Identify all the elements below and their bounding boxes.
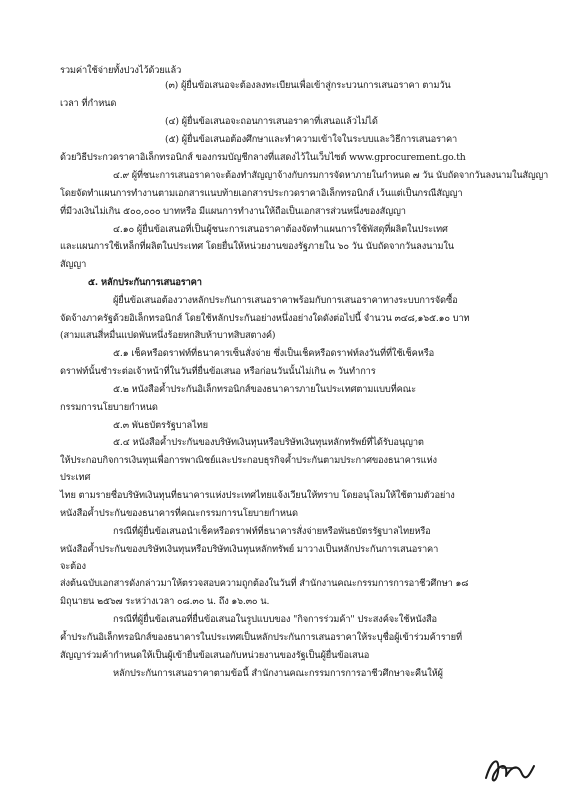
text-line: ๕.๔ หนังสือค้ำประกันของบริษัทเงินทุนหรือบริษัทเงินทุนหลักทรัพย์ที่ได้รับอนุญาต	[113, 437, 424, 448]
text-line: มิถุนายน ๒๕๖๗ ระหว่างเวลา ๐๘.๓๐ น. ถึง ๑๖.๓๐ น.	[60, 596, 270, 607]
text-line: รวมค่าใช้จ่ายทั้งปวงไว้ด้วยแล้ว	[60, 65, 182, 76]
text-line: และแผนการใช้เหล็กที่ผลิตในประเทศ โดยยื่นให้หน่วยงานของรัฐภายใน ๖๐ วัน นับถัดจากวันลงนามใน	[60, 241, 454, 252]
text-line: (สามแสนสี่หมื่นแปดพันหนึ่งร้อยหกสิบห้าบาทสิบสตางค์)	[60, 330, 276, 341]
text-line: ที่มีวงเงินไม่เกิน ๕๐๐,๐๐๐ บาทหรือ มีแผนการทำงานให้ถือเป็นเอกสารส่วนหนึ่งของสัญญา	[60, 206, 406, 217]
text-line: ประเทศ	[60, 472, 91, 483]
text-line: ๔.๑๐ ผู้ยื่นข้อเสนอที่เป็นผู้ชนะการเสนอราคาต้องจัดทำแผนการใช้พัสดุที่ผลิตในประเทศ	[113, 224, 448, 235]
text-line: สัญญาร่วมค้ากำหนดให้เป็นผู้เข้ายื่นข้อเสนอกับหน่วยงานของรัฐเป็นผู้ยื่นข้อเสนอ	[60, 650, 370, 661]
text-line: (๓) ผู้ยื่นข้อเสนอจะต้องลงทะเบียนเพื่อเข้าสู่กระบวนการเสนอราคา ตามวัน	[165, 80, 451, 91]
text-line: จะต้อง	[60, 561, 86, 572]
text-line: กรณีที่ผู้ยื่นข้อเสนอที่ยื่นข้อเสนอในรูปแบบของ "กิจการร่วมค้า" ประสงค์จะใช้หนังสือ	[113, 614, 437, 625]
text-line: (๕) ผู้ยื่นข้อเสนอต้องศึกษาและทำความเข้าใจในระบบและวิธีการเสนอราคา	[165, 134, 458, 145]
text-line: หลักประกันการเสนอราคาตามข้อนี้ สำนักงานคณะกรรมการการอาชีวศึกษาจะคืนให้ผู้	[113, 668, 443, 679]
text-line: โดยจัดทำแผนการทำงานตามเอกสารแนบท้ายเอกสารประกวดราคาอิเล็กทรอนิกส์ เว้นแต่เป็นกรณีสัญญา	[60, 188, 463, 199]
text-line: กรณีที่ผู้ยื่นข้อเสนอนำเช็คหรือดราฟท์ที่ธนาคารสั่งจ่ายหรือพันธบัตรรัฐบาลไทยหรือ	[113, 526, 431, 537]
text-line: ให้ประกอบกิจการเงินทุนเพื่อการพาณิชย์และประกอบธุรกิจค้ำประกันตามประกาศของธนาคารแห่ง	[60, 455, 437, 466]
text-line: ไทย ตามรายชื่อบริษัทเงินทุนที่ธนาคารแห่งประเทศไทยแจ้งเวียนให้ทราบ โดยอนุโลมให้ใช้ตามตัวอย่าง	[60, 490, 455, 501]
text-line: ดราฟท์นั้นชำระต่อเจ้าหน้าที่ในวันที่ยื่นข้อเสนอ หรือก่อนวันนั้นไม่เกิน ๓ วันทำการ	[60, 366, 376, 377]
text-line: ส่งต้นฉบับเอกสารดังกล่าวมาให้ตรวจสอบความถูกต้องในวันที่ สำนักงานคณะกรรมการการอาชีวศึกษา ๑๘	[60, 578, 469, 589]
text-line: เวลา ที่กำหนด	[60, 98, 117, 109]
text-line: (๔) ผู้ยื่นข้อเสนอจะถอนการเสนอราคาที่เสนอแล้วไม่ได้	[165, 116, 378, 127]
text-line: ค้ำประกันอิเล็กทรอนิกส์ของธนาคารในประเทศเป็นหลักประกันการเสนอราคาให้ระบุชื่อผู้เข้าร่วมค้ารายที่	[60, 632, 462, 643]
text-line: จัดจ้างภาครัฐด้วยอิเล็กทรอนิกส์ โดยใช้หลักประกันอย่างหนึ่งอย่างใดดังต่อไปนี้ จำนวน ๓๔๘,๑๖๕.๑๐ บาท	[60, 313, 470, 324]
section-heading: ๕. หลักประกันการเสนอราคา	[88, 277, 202, 288]
text-line: ๔.๙ ผู้ที่ชนะการเสนอราคาจะต้องทำสัญญาจ้างกับกรมการจัดหาภายในกำหนด ๗ วัน นับถัดจากวันลงนามในสัญญา	[113, 170, 549, 181]
text-line: ๕.๓ พันธบัตรรัฐบาลไทย	[113, 420, 208, 431]
text-line: ผู้ยื่นข้อเสนอต้องวางหลักประกันการเสนอราคาพร้อมกับการเสนอราคาทางระบบการจัดซื้อ	[113, 295, 458, 306]
text-line: ด้วยวิธีประกวดราคาอิเล็กทรอนิกส์ ของกรมบัญชีกลางที่แสดงไว้ในเว็บไซต์ www.gprocurement.go.th	[60, 152, 466, 163]
text-line: หนังสือค้ำประกันของบริษัทเงินทุนหรือบริษัทเงินทุนหลักทรัพย์ มาวางเป็นหลักประกันการเสนอราคา	[60, 544, 439, 555]
text-line: ๕.๑ เช็คหรือดราฟท์ที่ธนาคารเซ็นสั่งจ่าย ซึ่งเป็นเช็คหรือดราฟท์ลงวันที่ที่ใช้เช็คหรือ	[113, 348, 434, 359]
handwritten-signature-icon	[482, 752, 538, 788]
text-line: สัญญา	[60, 259, 87, 270]
text-line: ๕.๒ หนังสือค้ำประกันอิเล็กทรอนิกส์ของธนาคารภายในประเทศตามแบบที่คณะ	[113, 384, 416, 395]
text-line: กรรมการนโยบายกำหนด	[60, 402, 158, 413]
text-line: หนังสือค้ำประกันของธนาคารที่คณะกรรมการนโยบายกำหนด	[60, 508, 298, 519]
